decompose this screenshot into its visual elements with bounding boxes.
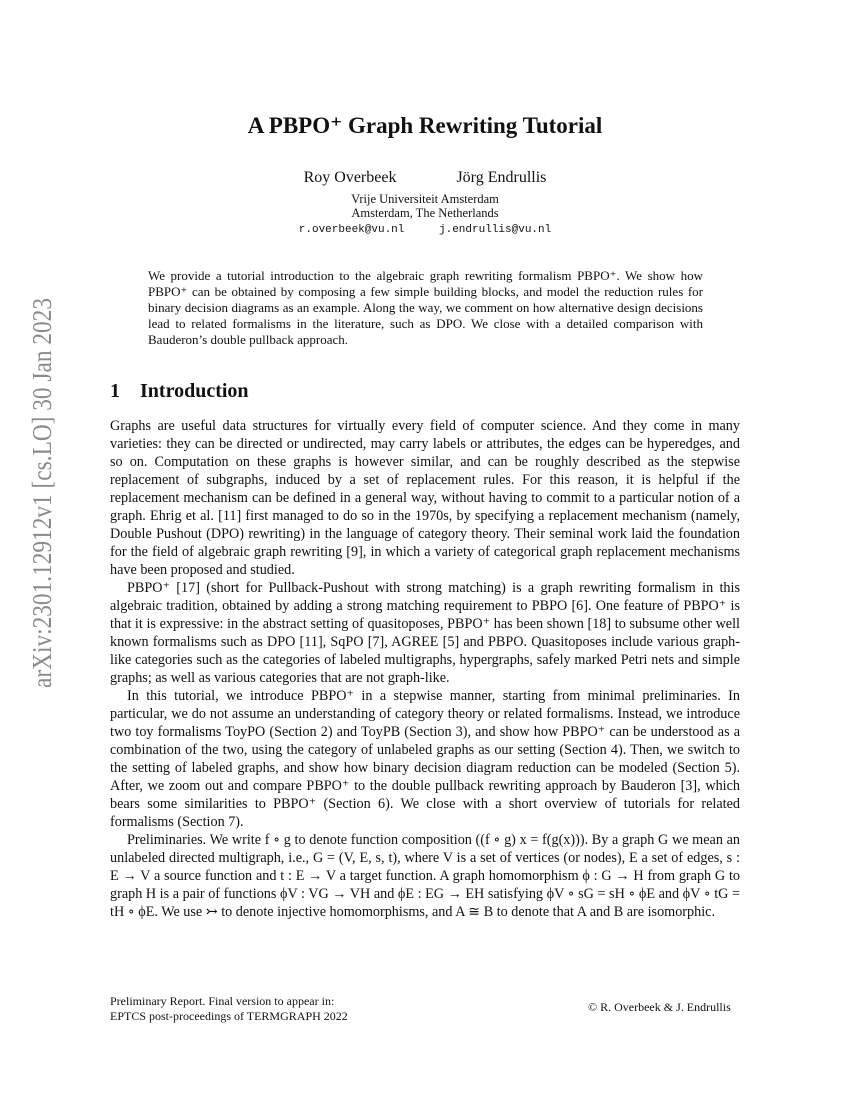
arxiv-identifier-svg xyxy=(16,298,66,688)
paper-title: A PBPO⁺ Graph Rewriting Tutorial xyxy=(247,113,603,138)
paragraph: In this tutorial, we introduce PBPO⁺ in a stepwise manner, starting from minimal preliminaries. In particular, we do not assume an understanding of category theory or related formalisms. Instead, we introduce two toy formalisms ToyPO (Section 2) and ToyPB (Section 3), and show how PBPO⁺ can be understood as a combination of the two, using the category of unlabeled graphs as our setting (Section 4). Then, we switch to the setting of labeled graphs, and show how binary decision diagram reduction can be modeled (Section 5). After, we zoom out and compare PBPO⁺ to the double pullback rewriting approach by Bauderon [3], which bears some similarities to PBPO⁺ (Section 6). We close with a short overview of tutorials for related formalisms (Section 7). xyxy=(110,688,740,830)
paragraph: Graphs are useful data structures for virtually every field of computer science. And they come in many varieties: they can be directed or undirected, may carry labels or attributes, the edges can be hyperedges, and so on. Computation on these graphs is however similar, and can be roughly described as the stepwise replacement of subgraphs, induced by a set of replacement rules. For this reason, it is helpful if the replacement mechanism can be defined in a general way, without having to commit to a particular notion of a graph. Ehrig et al. [11] first managed to do so in the 1970s, by specifying a replacement mechanism (namely, Double Pushout (DPO) rewriting) in the language of category theory. Their seminal work laid the foundation for the field of algebraic graph rewriting [9], in which a variety of categorical graph replacement mechanisms have been proposed and studied. xyxy=(110,418,740,578)
section-heading xyxy=(110,380,249,403)
section-title: Introduction xyxy=(140,380,249,402)
affiliation xyxy=(0,192,850,220)
paragraph: PBPO⁺ [17] (short for Pullback-Pushout with strong matching) is a graph rewriting formalism in this algebraic tradition, obtained by adding a strong matching requirement to PBPO [6]. One feature of PBPO⁺ is that it is expressive: in the abstract setting of quasitoposes, PBPO⁺ has been shown [18] to subsume other well known formalisms such as DPO [11], SqPO [7], AGREE [5] and PBPO. Quasitoposes include various graph-like categories such as the categories of labeled multigraphs, hypergraphs, safely marked Petri nets and simple graphs; as well as various categories that are not graph-like. xyxy=(110,580,740,686)
copyright-notice: © R. Overbeek & J. Endrullis xyxy=(588,1000,731,1014)
body-text xyxy=(110,417,740,921)
author-name: Roy Overbeek xyxy=(303,169,397,186)
author-name: Jörg Endrullis xyxy=(456,169,547,186)
footer-line: EPTCS post-proceedings of TERMGRAPH 2022 xyxy=(110,1009,348,1023)
email-address[interactable]: j.endrullis@vu.nl xyxy=(439,224,552,236)
affiliation-line: Amsterdam, The Netherlands xyxy=(351,206,499,220)
arxiv-identifier xyxy=(16,298,66,688)
email-address[interactable]: r.overbeek@vu.nl xyxy=(298,224,405,236)
paragraph: Preliminaries. We write f ∘ g to denote function composition ((f ∘ g) x = f(g(x))). By a graph G we mean an unlabeled directed multigraph, i.e., G = (V, E, s, t), where V is a set of vertices (or nodes), E a set of edges, s : E → V a source function and t : E → V a target function. A graph homomorphism ϕ : G → H from graph G to graph H is a pair of functions ϕV : VG → VH and ϕE : EG → EH satisfying ϕV ∘ sG = sH ∘ ϕE and ϕV ∘ tG = tH ∘ ϕE. We use ↣ to denote injective homomorphisms, and A ≅ B to denote that A and B are isomorphic. xyxy=(110,832,740,920)
footer-line: Preliminary Report. Final version to appear in: xyxy=(110,994,335,1008)
affiliation-line: Vrije Universiteit Amsterdam xyxy=(351,192,499,206)
arxiv-identifier-text: arXiv:2301.12912v1 [cs.LO] 30 Jan 2023 xyxy=(27,298,57,688)
footer-note xyxy=(110,994,348,1024)
abstract: We provide a tutorial introduction to the algebraic graph rewriting formalism PBPO⁺. We show how PBPO⁺ can be obtained by composing a few simple building blocks, and model the reduction rules for binary decision diagrams as an example. Along the way, we comment on how alternative design decisions lead to related formalisms in the literature, such as DPO. We close with a detailed comparison with Bauderon’s double pullback approach. xyxy=(148,268,703,347)
author-list xyxy=(0,169,850,187)
section-number: 1 xyxy=(110,380,120,402)
email-list xyxy=(0,224,850,236)
